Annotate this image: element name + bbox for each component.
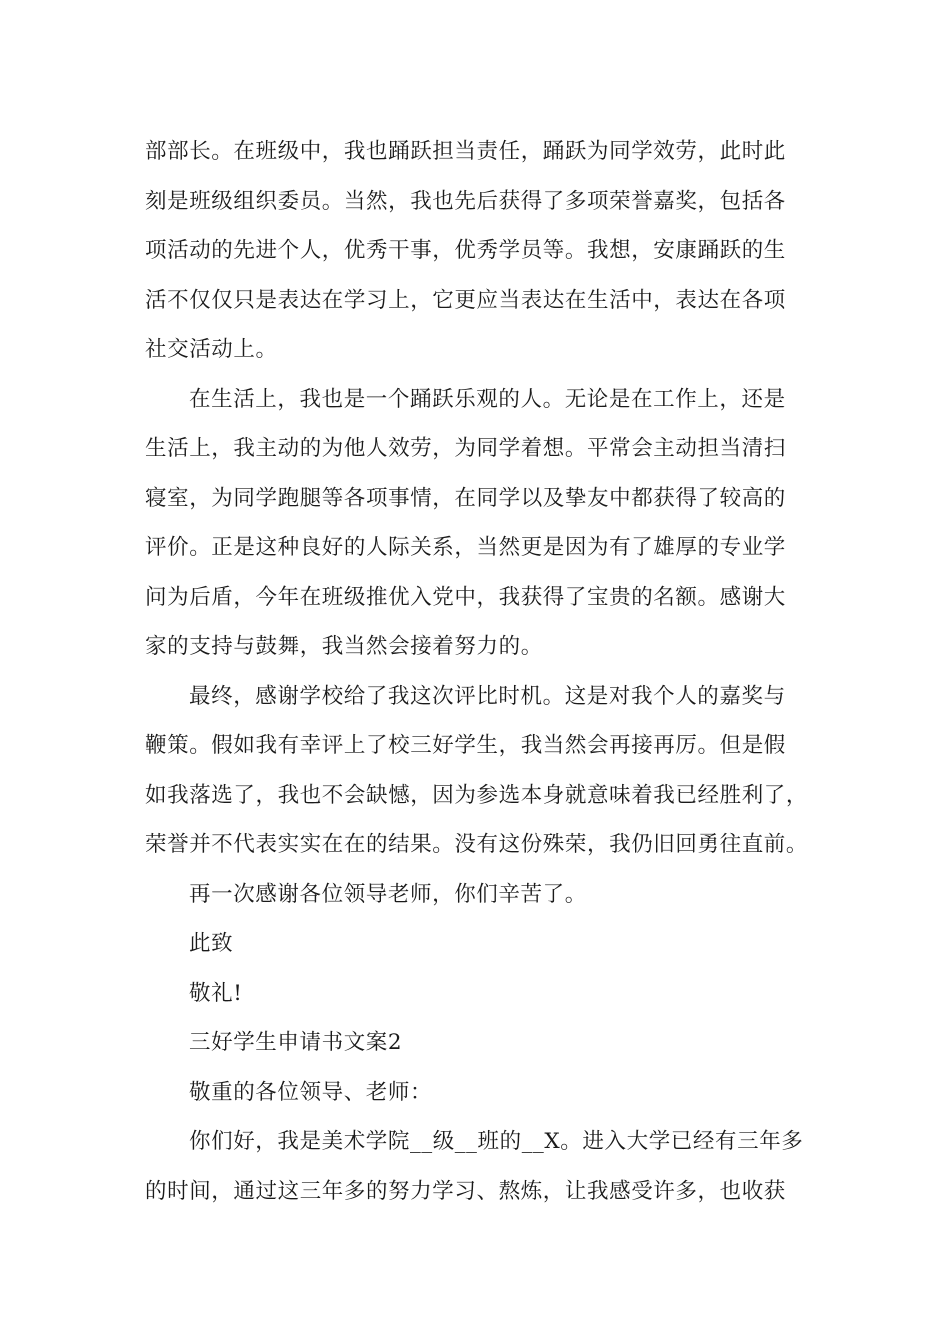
text-line: 生活上，我主动的为他人效劳，为同学着想。平常会主动担当清扫 bbox=[145, 436, 786, 461]
text-line: 活不仅仅只是表达在学习上，它更应当表达在生活中，表达在各项 bbox=[145, 287, 786, 313]
text-line: 社交活动上。 bbox=[145, 337, 278, 362]
text-line: 评价。正是这种良好的人际关系，当然更是因为有了雄厚的专业学 bbox=[145, 535, 786, 560]
text-line: 家的支持与鼓舞，我当然会接着努力的。 bbox=[145, 634, 543, 659]
closing-thanks-line: 再一次感谢各位领导老师，你们辛苦了。 bbox=[189, 881, 587, 907]
text-line: 鞭策。假如我有幸评上了校三好学生，我当然会再接再厉。但是假 bbox=[145, 733, 786, 758]
paragraph-start-line: 最终，感谢学校给了我这次评比时机。这是对我个人的嘉奖与 bbox=[189, 683, 786, 709]
text-line: 荣誉并不代表实实在在的结果。没有这份殊荣，我仍旧回勇往直前。 bbox=[145, 832, 809, 857]
text-line: 刻是班级组织委员。当然，我也先后获得了多项荣誉嘉奖，包括各 bbox=[145, 188, 786, 214]
text-line: 部部长。在班级中，我也踊跃担当责任，踊跃为同学效劳，此时此 bbox=[145, 139, 786, 164]
greeting-line: 敬重的各位领导、老师： bbox=[189, 1079, 433, 1105]
text-line: 项活动的先进个人，优秀干事，优秀学员等。我想，安康踊跃的生 bbox=[145, 238, 786, 263]
paragraph-start-line: 在生活上，我也是一个踊跃乐观的人。无论是在工作上，还是 bbox=[189, 386, 786, 412]
text-line: 问为后盾，今年在班级推优入党中，我获得了宝贵的名额。感谢大 bbox=[145, 584, 786, 610]
salutation-line: 敬礼! bbox=[189, 980, 243, 1006]
section-title: 三好学生申请书文案2 bbox=[189, 1030, 403, 1055]
salutation-line: 此致 bbox=[189, 931, 234, 956]
text-line: 的时间，通过这三年多的努力学习、熬炼，让我感受许多，也收获 bbox=[145, 1178, 786, 1204]
text-line: 如我落选了，我也不会缺憾，因为参选本身就意味着我已经胜利了， bbox=[145, 782, 809, 808]
paragraph-start-line: 你们好，我是美术学院__级__班的__X。进入大学已经有三年多 bbox=[189, 1129, 804, 1154]
document-body bbox=[145, 127, 817, 1216]
text-line: 寝室，为同学跑腿等各项事情，在同学以及挚友中都获得了较高的 bbox=[145, 485, 786, 511]
